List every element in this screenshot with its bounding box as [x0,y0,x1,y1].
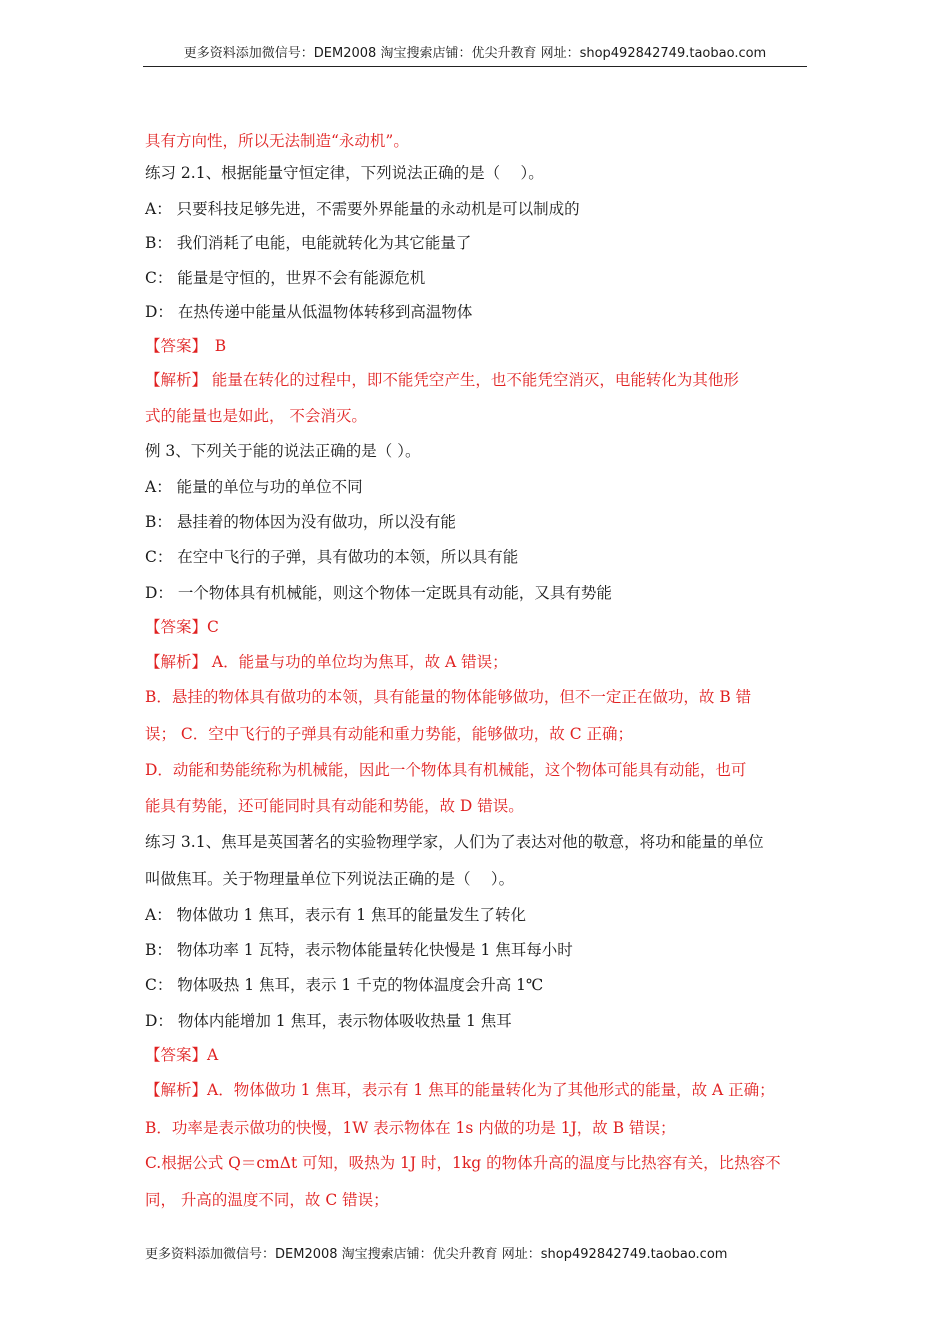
page-header: 更多资料添加微信号：DEM2008 淘宝搜索店铺：优尖升教育 网址：shop492842749.taobao.com [143,44,807,67]
option-c: C： 在空中飞行的子弹，具有做功的本领，所以具有能 [145,548,519,566]
analysis-cont: C.根据公式 Q＝cmΔt 可知，吸热为 1J 时，1kg 的物体升高的温度与比热容有关，比热容不 [145,1154,781,1172]
analysis-cont: B．悬挂的物体具有做功的本领，具有能量的物体能够做功，但不一定正在做功，故 B 错 [145,688,752,706]
option-a: A： 物体做功 1 焦耳，表示有 1 焦耳的能量发生了转化 [145,906,527,924]
analysis-cont: 同， 升高的温度不同，故 C 错误； [145,1191,389,1209]
example-3-question: 例 3、下列关于能的说法正确的是（ ）。 [145,442,421,460]
analysis-cont: 式的能量也是如此， 不会消灭。 [145,407,367,425]
option-d: D： 物体内能增加 1 焦耳，表示物体吸收热量 1 焦耳 [145,1012,512,1030]
analysis: 【解析】 能量在转化的过程中，即不能凭空产生，也不能凭空消灭，电能转化为其他形 [145,371,739,389]
analysis: 【解析】A．物体做功 1 焦耳，表示有 1 焦耳的能量转化为了其他形式的能量，故 A 正确； [145,1081,775,1099]
analysis-cont: 误； C．空中飞行的子弹具有动能和重力势能，能够做功，故 C 正确； [145,725,634,743]
exercise-3-1-question-cont: 叫做焦耳。关于物理量单位下列说法正确的是（ ）。 [145,870,515,888]
option-a: A： 只要科技足够先进，不需要外界能量的永动机是可以制成的 [145,200,580,218]
analysis-cont: B．功率是表示做功的快慢，1W 表示物体在 1s 内做的功是 1J，故 B 错误； [145,1119,676,1137]
answer: 【答案】 B [145,337,227,355]
answer: 【答案】A [145,1046,219,1064]
analysis-cont: D．动能和势能统称为机械能，因此一个物体具有机械能，这个物体可能具有动能，也可 [145,761,747,779]
text-line: 具有方向性，所以无法制造“永动机”。 [145,132,409,150]
option-b: B： 我们消耗了电能，电能就转化为其它能量了 [145,234,472,252]
page-footer: 更多资料添加微信号：DEM2008 淘宝搜索店铺：优尖升教育 网址：shop492842749.taobao.com [145,1247,728,1262]
option-d: D： 在热传递中能量从低温物体转移到高温物体 [145,303,473,321]
option-b: B： 悬挂着的物体因为没有做功，所以没有能 [145,513,456,531]
analysis: 【解析】 A．能量与功的单位均为焦耳，故 A 错误； [145,653,508,671]
option-b: B： 物体功率 1 瓦特，表示物体能量转化快慢是 1 焦耳每小时 [145,941,573,959]
answer: 【答案】C [145,618,219,636]
option-d: D： 一个物体具有机械能，则这个物体一定既具有动能，又具有势能 [145,584,612,602]
option-c: C： 物体吸热 1 焦耳，表示 1 千克的物体温度会升高 1℃ [145,976,544,994]
option-a: A： 能量的单位与功的单位不同 [145,478,363,496]
option-c: C： 能量是守恒的，世界不会有能源危机 [145,269,426,287]
analysis-cont: 能具有势能，还可能同时具有动能和势能，故 D 错误。 [145,797,524,815]
exercise-3-1-question: 练习 3.1、焦耳是英国著名的实验物理学家，人们为了表达对他的敬意，将功和能量的单位 [145,833,764,851]
exercise-2-1-question: 练习 2.1、根据能量守恒定律，下列说法正确的是（ ）。 [145,164,544,182]
